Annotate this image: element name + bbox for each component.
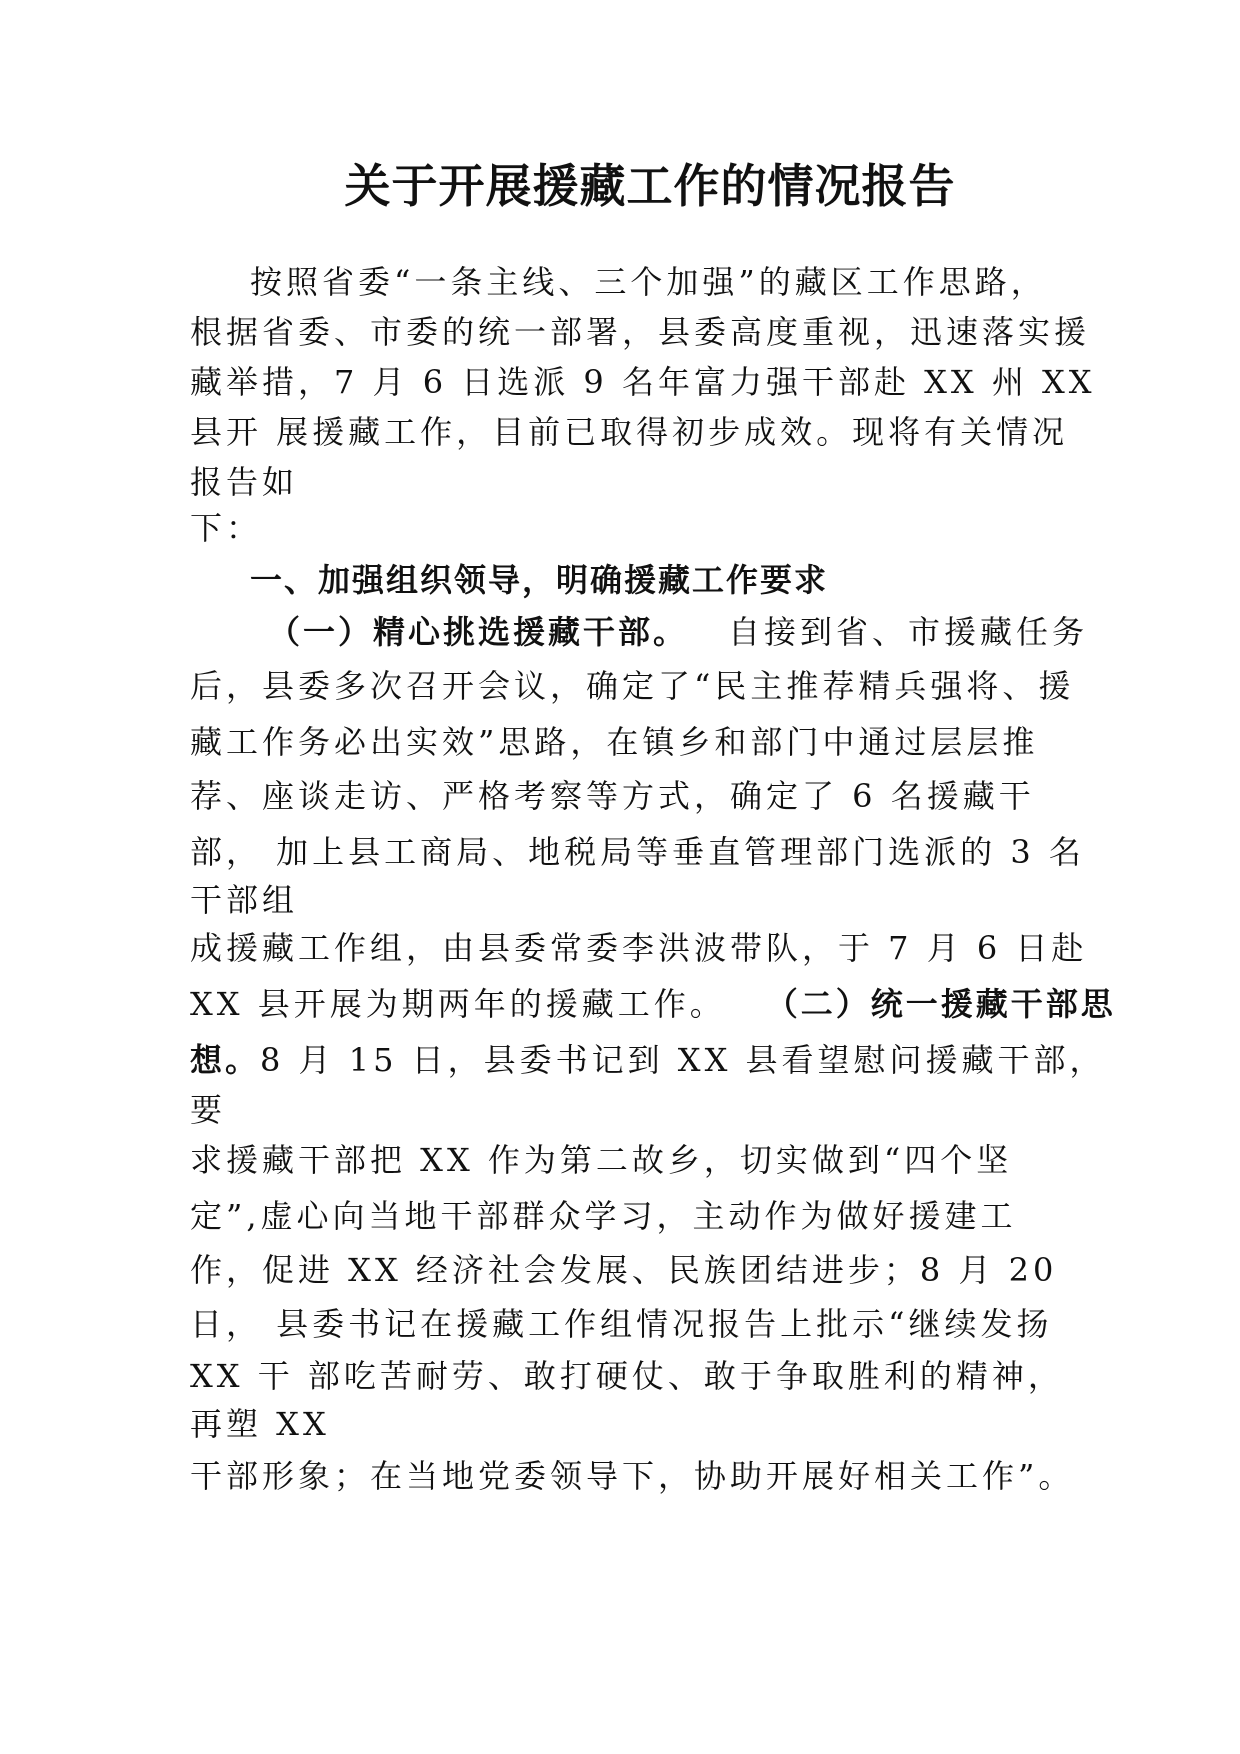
body-line: 干部形象；在当地党委领导下，协助开展好相关工作”。 — [190, 1457, 1075, 1495]
body-line: 成援藏工作组，由县委常委李洪波带队，于 7 月 6 日赴 — [190, 929, 1088, 967]
body-line — [190, 984, 1116, 1024]
body-line: 求援藏干部把 XX 作为第二故乡，切实做到“四个坚 — [190, 1141, 1013, 1179]
subsection-heading: （一）精心挑选援藏干部。 — [268, 613, 689, 651]
body-line: 藏举措，7 月 6 日选派 9 名年富力强干部赴 XX 州 XX — [190, 363, 1096, 401]
body-line: 下： — [190, 509, 263, 547]
body-line: 藏工作务必出实效”思路，在镇乡和部门中通过层层推 — [190, 723, 1039, 761]
document-title: 关于开展援藏工作的情况报告 — [344, 159, 956, 213]
body-line: 再塑 XX — [190, 1405, 330, 1443]
body-line: 部， 加上县工商局、地税局等垂直管理部门选派的 3 名 — [190, 833, 1085, 871]
body-line: 荐、座谈走访、严格考察等方式，确定了 6 名援藏干 — [190, 777, 1035, 815]
subsection-heading: 想。 — [190, 1041, 261, 1079]
section-heading: 一、加强组织领导，明确援藏工作要求 — [250, 561, 829, 599]
body-line — [268, 612, 1088, 652]
body-line: 要 — [190, 1091, 227, 1129]
body-line: XX 干 部吃苦耐劳、敢打硬仗、敢于争取胜利的精神， — [190, 1357, 1064, 1395]
body-line: 干部组 — [190, 881, 299, 919]
subsection-heading: （二）统一援藏干部思 — [765, 985, 1116, 1023]
body-line: 按照省委“一条主线、三个加强”的藏区工作思路， — [250, 263, 1047, 301]
body-line — [190, 1040, 1106, 1080]
body-text: 自接到省、市援藏任务 — [728, 613, 1089, 651]
body-text: XX 县开展为期两年的援藏工作。 — [190, 985, 726, 1023]
body-line: 后，县委多次召开会议，确定了“民主推荐精兵强将、援 — [190, 667, 1075, 705]
body-line: 报告如 — [190, 463, 299, 501]
body-line: 县开 展援藏工作，目前已取得初步成效。现将有关情况 — [190, 413, 1069, 451]
body-line: 日， 县委书记在援藏工作组情况报告上批示“继续发扬 — [190, 1305, 1053, 1343]
body-line: 根据省委、市委的统一部署，县委高度重视，迅速落实援 — [190, 313, 1091, 351]
body-line: 定”,虚心向当地干部群众学习，主动作为做好援建工 — [190, 1197, 1017, 1235]
body-line: 作，促进 XX 经济社会发展、民族团结进步；8 月 20 — [190, 1251, 1058, 1289]
body-text: 8 月 15 日，县委书记到 XX 县看望慰问援藏干部， — [260, 1041, 1106, 1079]
